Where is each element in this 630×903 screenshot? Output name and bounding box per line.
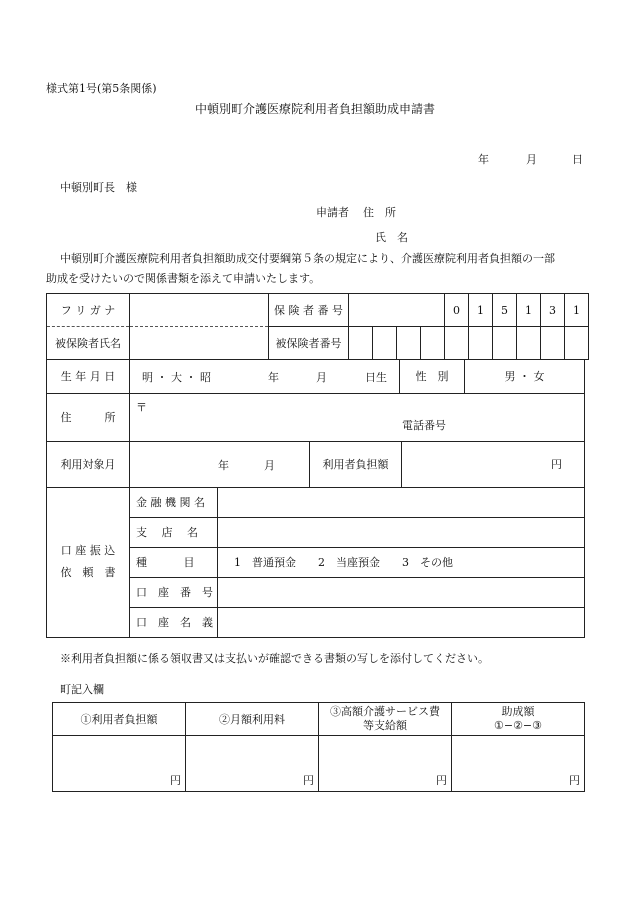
insured-number-digit[interactable] [373,327,397,360]
office-copay-field[interactable] [53,736,186,792]
insured-number-digit[interactable] [493,327,517,360]
page-title: 中頓別町介護医療院利用者負担額助成申請書 [194,102,435,116]
insured-name-field[interactable] [130,327,269,360]
applicant-address-label: 住 所 [363,206,396,219]
address-label: 住 所 [47,393,130,441]
insured-number-digit[interactable] [397,327,421,360]
yen-unit: 円 [170,774,181,787]
birth-date-field[interactable] [130,360,400,393]
account-type-options[interactable]: 1 普通預金 2 当座預金 3 その他 [218,547,585,577]
office-col-subsidy [452,703,585,736]
yen-unit: 円 [569,774,580,787]
yen-unit: 円 [303,774,314,787]
office-col-monthly-fee: ②月額利用料 [186,703,319,736]
copay-label: 利用者負担額 [310,441,402,487]
office-col-high-cost-line1: ③高額介護サービス費 [330,705,440,718]
insurer-number-label: 保 険 者 番 号 [269,294,349,327]
target-year-label: 年 [218,459,229,472]
bank-transfer-label [47,487,130,637]
insurer-digit: 1 [517,294,541,327]
intro-line-1: 中頓別町介護医療院利用者負担額助成交付要綱第５条の規定により、介護医療院利用者負担額の一部 [60,252,555,265]
furigana-field[interactable] [130,294,269,327]
insurer-digit: 3 [541,294,565,327]
branch-field[interactable] [218,517,585,547]
birth-gender-table [46,360,585,394]
furigana-label: フ リ ガ ナ [47,294,130,327]
address-field[interactable] [130,393,585,441]
insurer-digit: 1 [565,294,589,327]
insured-number-digit[interactable] [517,327,541,360]
copay-field[interactable] [402,441,585,487]
birth-month-label: 月 [316,371,327,384]
applicant-label: 申請者 [316,206,349,219]
date-day-label: 日 [572,153,583,166]
insured-number-digit[interactable] [565,327,589,360]
account-number-field[interactable] [218,577,585,607]
insured-number-digit[interactable] [469,327,493,360]
office-col-subsidy-line2: ①−②−③ [493,719,543,732]
account-holder-label: 口 座 名 義 [130,607,218,637]
date-month-label: 月 [526,153,537,166]
insurer-digit: 1 [469,294,493,327]
account-type-label: 種 目 [130,547,218,577]
phone-label: 電話番号 [402,419,446,432]
birth-date-label: 生 年 月 日 [47,360,130,393]
office-subsidy-field[interactable] [452,736,585,792]
birth-year-label: 年 [268,371,279,384]
applicant-name-label: 氏 名 [375,231,408,244]
intro-line-2: 助成を受けたいので関係書類を添えて申請いたします。 [46,272,321,285]
target-month-field[interactable] [130,441,310,487]
attachment-note: ※利用者負担額に係る領収書又は支払いが確認できる書類の写しを添付してください。 [60,652,489,665]
target-month-table [46,441,585,488]
date-year-label: 年 [478,153,489,166]
office-high-cost-field[interactable] [319,736,452,792]
bank-transfer-label-line2: 依 頼 書 [60,565,116,579]
form-number: 様式第1号(第5条関係) [46,82,157,95]
office-monthly-fee-field[interactable] [186,736,319,792]
gender-options[interactable]: 男 ・ 女 [465,360,585,393]
addressee: 中頓別町長 様 [60,181,137,194]
birth-day-label: 日生 [365,371,387,384]
insurer-digit: 0 [445,294,469,327]
account-number-label: 口 座 番 号 [130,577,218,607]
insured-number-digit[interactable] [421,327,445,360]
office-col-copay: ①利用者負担額 [53,703,186,736]
office-col-high-cost-line2: 等支給額 [363,719,407,732]
bank-transfer-table [46,487,585,638]
office-col-subsidy-line1: 助成額 [501,705,535,718]
target-month-unit: 月 [264,459,275,472]
branch-label: 支 店 名 [130,517,218,547]
applicant-id-table [46,293,589,360]
insurer-digit: 5 [493,294,517,327]
account-holder-field[interactable] [218,607,585,637]
address-table [46,393,585,442]
bank-name-label: 金 融 機 関 名 [130,487,218,517]
insurer-number-blank [349,294,445,327]
gender-label: 性 別 [400,360,465,393]
bank-name-field[interactable] [218,487,585,517]
yen-unit: 円 [551,457,562,471]
insured-number-digit[interactable] [445,327,469,360]
birth-era-options[interactable]: 明 ・ 大 ・ 昭 [142,371,211,384]
insured-number-digit[interactable] [349,327,373,360]
office-use-table [52,702,585,792]
office-col-high-cost [319,703,452,736]
insured-number-label: 被保険者番号 [269,327,349,360]
office-use-label: 町記入欄 [60,683,104,696]
insured-number-digit[interactable] [541,327,565,360]
yen-unit: 円 [436,774,447,787]
postal-mark: 〒 [136,401,147,414]
insured-name-label: 被保険者氏名 [47,327,130,360]
target-month-label: 利用対象月 [47,441,130,487]
bank-transfer-label-line1: 口 座 振 込 [60,543,116,557]
